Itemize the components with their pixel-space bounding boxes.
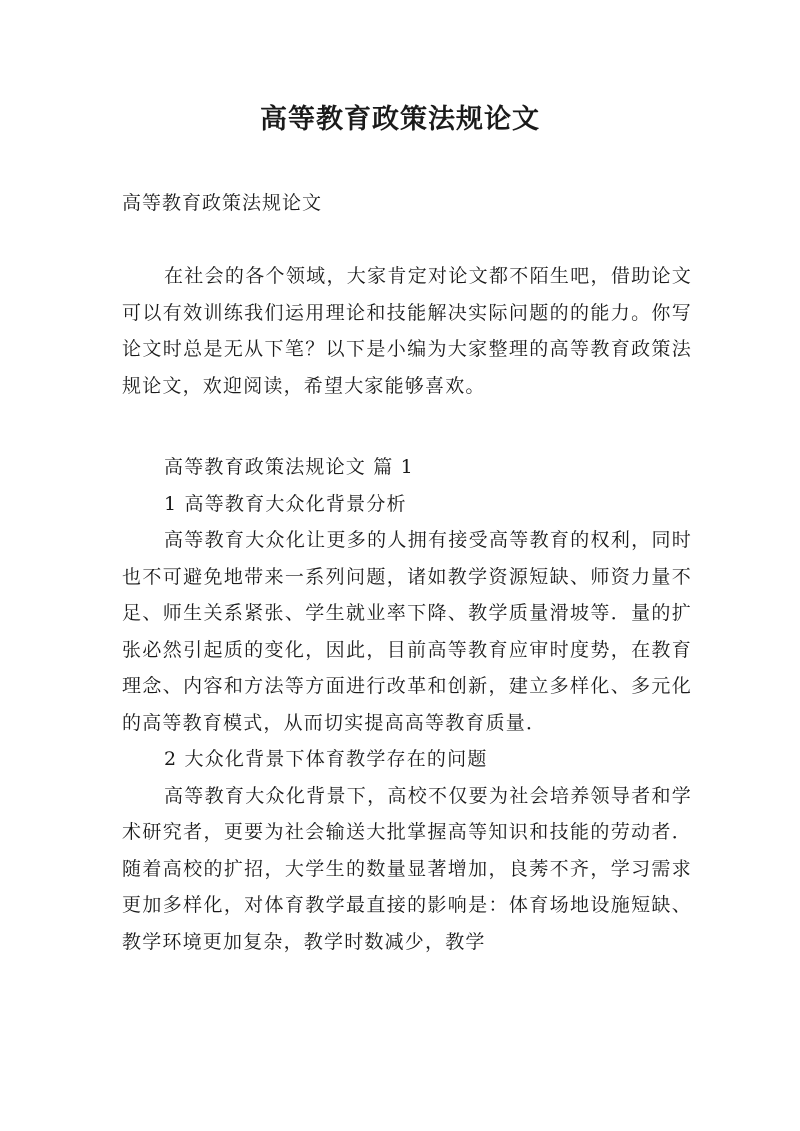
intro-paragraph: 在社会的各个领域，大家肯定对论文都不陌生吧，借助论文可以有效训练我们运用理论和技能解决实际问题的的能力。你写论文时总是无从下笔？以下是小编为大家整理的高等教育政策法规论文，欢迎阅读，希望大家能够喜欢。	[122, 265, 692, 397]
section-2-paragraph: 高等教育大众化背景下，高校不仅要为社会培养领导者和学术研究者，更要为社会输送大批掌握高等知识和技能的劳动者．随着高校的扩招，大学生的数量显著增加，良莠不齐，学习需求更加多样化，对体育教学最直接的影响是：体育场地设施短缺、教学环境更加复杂，教学时数减少，教学	[122, 784, 692, 953]
section-1-heading: 1 高等教育大众化背景分析	[164, 492, 407, 515]
article-content	[122, 449, 692, 960]
document-subtitle: 高等教育政策法规论文	[122, 192, 323, 214]
section-2-heading: 2 大众化背景下体育教学存在的问题	[164, 748, 488, 770]
document-title: 高等教育政策法规论文	[260, 104, 540, 135]
article-heading: 高等教育政策法规论文 篇 1	[164, 456, 414, 478]
section-1-paragraph: 高等教育大众化让更多的人拥有接受高等教育的权利，同时也不可避免地带来一系列问题，诸如教学资源短缺、师资力量不足、师生关系紧张、学生就业率下降、教学质量滑坡等．量的扩张必然引起质的变化，因此，目前高等教育应审时度势，在教育理念、内容和方法等方面进行改革和创新，建立多样化、多元化的高等教育模式，从而切实提高高等教育质量．	[122, 529, 692, 734]
intro-block	[122, 258, 692, 404]
